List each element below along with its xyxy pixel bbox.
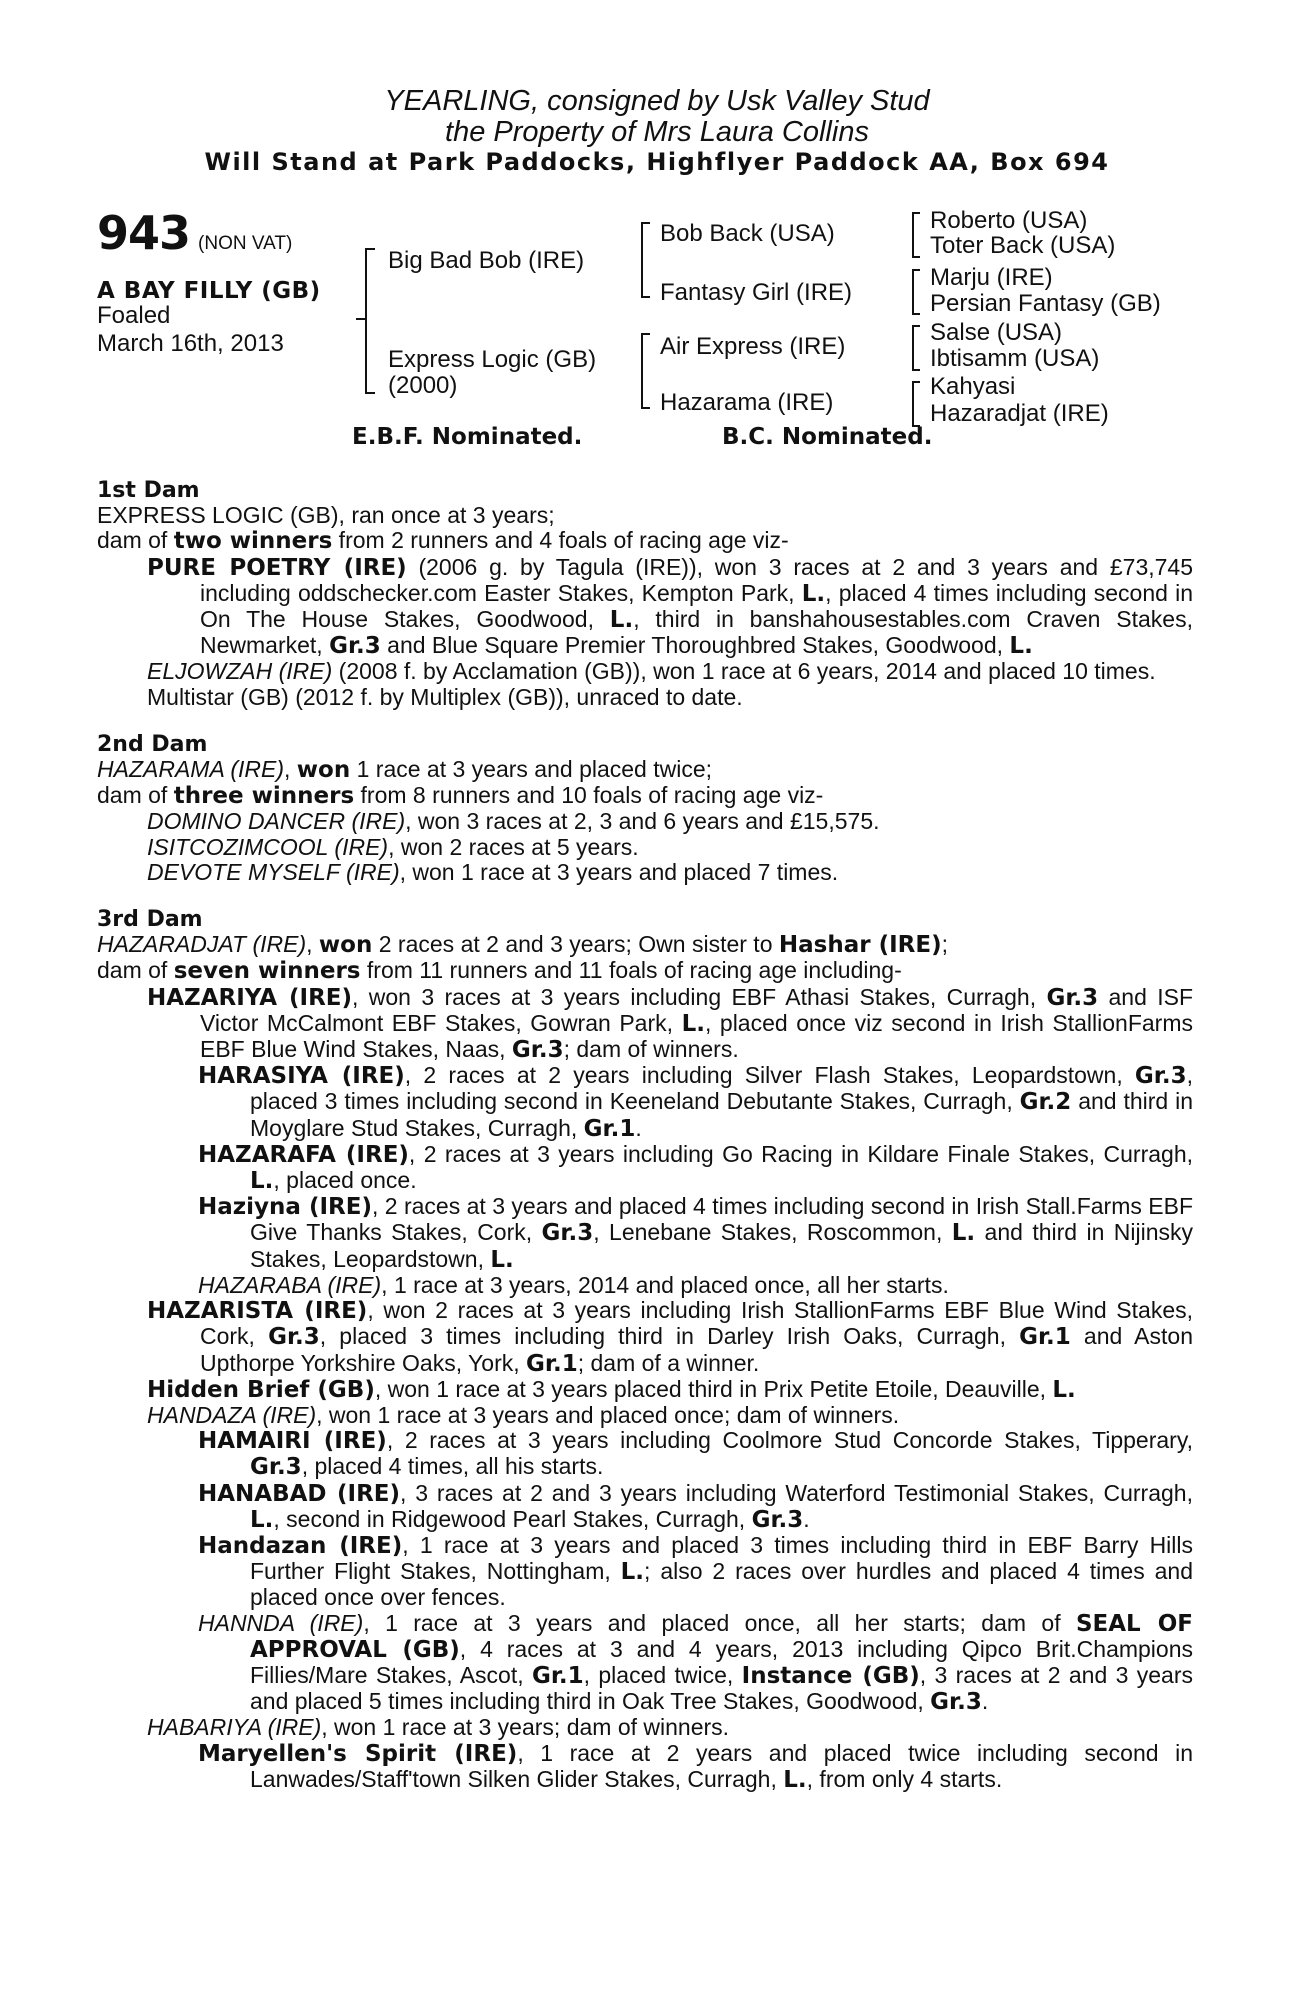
pedigree-bracket-5	[912, 269, 920, 315]
grade: Gr.2	[1019, 1089, 1072, 1116]
text: , won 2 races at 5 years.	[388, 833, 639, 860]
horse-name: HABARIYA (IRE)	[147, 1714, 322, 1741]
text: , 2 races at 3 years including Go Racing in Kildare Finale Stakes, Curragh,	[408, 1140, 1193, 1167]
text: , won 1 race at 3 years placed third in Prix Petite Etoile, Deauville,	[374, 1375, 1053, 1402]
lot-foaled	[97, 302, 284, 358]
third-dam-intro	[97, 932, 1193, 958]
first-dam-heading: 1st Dam	[97, 478, 200, 503]
winners-count: two winners	[173, 528, 333, 555]
text: , 1 race at 3 years, 2014 and placed once, all her starts.	[381, 1271, 949, 1298]
second-dam-produce-summary	[97, 783, 1193, 809]
ped-sire-sire: Bob Back (USA)	[660, 220, 835, 247]
catalogue-body	[97, 478, 1193, 1793]
text: , third in banshahousestables.com Craven Stakes, Newmarket,	[200, 606, 1193, 659]
text: 1 race at 3 years and placed twice;	[350, 756, 713, 783]
horse-name: SEAL OF APPROVAL (GB)	[250, 1610, 1193, 1663]
horse-name: HAZARISTA (IRE)	[147, 1298, 368, 1325]
entry-hannda	[97, 1611, 1193, 1716]
text: dam of	[97, 782, 174, 809]
first-dam-intro: EXPRESS LOGIC (GB), ran once at 3 years;	[97, 502, 555, 529]
text: , placed 4 times including second in On The House Stakes, Goodwood,	[200, 579, 1193, 633]
ped-g1: Roberto (USA)	[930, 207, 1088, 234]
horse-name: HAZARIYA (IRE)	[147, 984, 353, 1011]
first-dam-produce-summary	[97, 528, 1193, 554]
grade: Gr.3	[511, 1037, 564, 1064]
entry-isitcozimcool	[97, 835, 1193, 860]
text: , 3 races at 2 and 3 years including Waterford Testimonial Stakes, Curragh,	[400, 1479, 1193, 1506]
text: ; dam of a winner.	[577, 1349, 760, 1376]
winners-count: three winners	[173, 783, 355, 810]
text: , placed once.	[273, 1167, 417, 1194]
ped-g3: Marju (IRE)	[930, 264, 1053, 291]
text: and third in Moyglare Stud Stakes, Curragh,	[250, 1088, 1193, 1141]
pedigree-bracket-7	[912, 381, 920, 427]
entry-devote-myself	[97, 860, 1193, 885]
horse-name: ELJOWZAH (IRE)	[147, 658, 333, 685]
header-line-3: Will Stand at Park Paddocks, Highflyer Paddock AA, Box 694	[204, 148, 1110, 176]
text: and Aston Upthorpe Yorkshire Oaks, York,	[200, 1323, 1193, 1376]
horse-name: Instance (GB)	[741, 1662, 920, 1689]
pedigree-bracket-6	[912, 325, 920, 371]
text: .	[981, 1688, 989, 1715]
grade: Gr.3	[1134, 1063, 1187, 1090]
text: from 11 runners and 11 foals of racing age including-	[360, 957, 902, 984]
entry-eljowzah	[97, 659, 1193, 684]
entry-hazarafa	[97, 1142, 1193, 1194]
lot-vat: (NON VAT)	[198, 233, 293, 254]
horse-name: Hidden Brief (GB)	[147, 1376, 375, 1403]
horse-name: HAZARAFA (IRE)	[198, 1141, 409, 1168]
grade: L.	[250, 1506, 274, 1533]
horse-name: HARASIYA (IRE)	[198, 1063, 405, 1090]
horse-name: Hashar (IRE)	[778, 932, 942, 959]
text: , second in Ridgewood Pearl Stakes, Curragh,	[273, 1505, 752, 1532]
foaled-date: March 16th, 2013	[97, 330, 284, 357]
entry-multistar: Multistar (GB) (2012 f. by Multiplex (GB)), unraced to date.	[147, 683, 743, 710]
text: and ISF Victor McCalmont EBF Stakes, Gowran Park,	[200, 983, 1194, 1036]
third-dam-produce-summary	[97, 958, 1193, 984]
grade: Gr.3	[751, 1506, 804, 1533]
pedigree-bracket-2	[641, 222, 650, 298]
entry-hazarista	[97, 1298, 1193, 1377]
ped-g2: Toter Back (USA)	[930, 232, 1116, 259]
text: , placed 4 times, all his starts.	[301, 1453, 604, 1480]
text: .	[803, 1505, 810, 1532]
won-label: won	[296, 757, 351, 784]
entry-maryellens-spirit	[97, 1741, 1193, 1793]
lot-number: 943	[97, 206, 191, 260]
grade: Gr.3	[268, 1324, 320, 1351]
text: and third in Nijinsky Stakes, Leopardstown,	[250, 1219, 1193, 1272]
winners-count: seven winners	[173, 958, 361, 985]
ped-g4: Persian Fantasy (GB)	[930, 290, 1161, 317]
text: , placed 3 times including second in Keeneland Debutante Stakes, Curragh,	[250, 1062, 1193, 1115]
entry-hamairi	[97, 1428, 1193, 1480]
text: , 3 races at 2 and 3 years and placed 5 times including third in Oak Tree Stakes, Goodwood,	[250, 1661, 1193, 1715]
ped-dam-dam: Hazarama (IRE)	[660, 389, 834, 416]
text: , placed 3 times including third in Darley Irish Oaks, Curragh,	[319, 1323, 1020, 1350]
entry-domino-dancer	[97, 809, 1193, 834]
text: ; dam of winners.	[563, 1036, 739, 1063]
grade: Gr.3	[329, 633, 381, 660]
horse-name: DOMINO DANCER (IRE)	[147, 808, 406, 835]
ebf-nominated: E.B.F. Nominated.	[352, 424, 583, 450]
grade: L.	[1052, 1376, 1076, 1403]
horse-name: HAZARAMA (IRE)	[97, 756, 284, 783]
text: , placed once viz second in Irish StallionFarms EBF Blue Wind Stakes, Naas,	[200, 1009, 1193, 1063]
horse-name: HANNDA (IRE)	[198, 1609, 364, 1636]
entry-handaza	[97, 1403, 1193, 1428]
text: dam of	[97, 957, 174, 984]
grade: L.	[783, 1766, 807, 1793]
ped-dam-year: (2000)	[388, 372, 458, 399]
text: , won 3 races at 2, 3 and 6 years and £15,575.	[405, 808, 880, 835]
horse-name: HAZARADJAT (IRE)	[97, 931, 307, 958]
text: ; also 2 races over hurdles and placed 4 times and placed once over fences.	[250, 1558, 1193, 1611]
grade: L.	[490, 1246, 514, 1273]
horse-name: PURE POETRY (IRE)	[147, 554, 407, 581]
ped-g8: Hazaradjat (IRE)	[930, 400, 1109, 427]
grade: L.	[620, 1559, 645, 1586]
grade: Gr.1	[526, 1350, 578, 1377]
horse-name: HANDAZA (IRE)	[147, 1401, 317, 1428]
text: ;	[941, 931, 948, 958]
horse-name: HAMAIRI (IRE)	[198, 1428, 387, 1455]
text: , 4 races at 3 and 4 years, 2013 including Qipco Brit.Champions Fillies/Mare Stakes, Ascot,	[250, 1635, 1194, 1688]
text: , 2 races at 3 years and placed 4 times including second in Irish Stall.Farms EBF Give Thanks Stakes, Cork,	[250, 1193, 1194, 1246]
grade: L.	[609, 607, 634, 634]
pedigree-bracket-1-tip	[356, 318, 365, 320]
ped-dam: Express Logic (GB)	[388, 346, 597, 373]
grade: Gr.3	[930, 1689, 982, 1716]
entry-hidden-brief	[97, 1377, 1193, 1403]
text: , 2 races at 2 years including Silver Flash Stakes, Leopardstown,	[404, 1062, 1135, 1089]
text: from 2 runners and 4 foals of racing age viz-	[332, 527, 789, 554]
entry-handazan	[97, 1533, 1193, 1611]
text: dam of	[97, 527, 174, 554]
text: , 1 race at 3 years and placed 3 times including third in EBF Barry Hills Further Flight Stakes, Nottingham,	[250, 1531, 1194, 1585]
entry-haziyna	[97, 1194, 1193, 1273]
text: , won 2 races at 3 years including Irish StallionFarms EBF Blue Wind Stakes, Cork,	[200, 1297, 1193, 1350]
header-line-1: YEARLING, consigned by Usk Valley Stud	[384, 85, 930, 117]
entry-harasiya	[97, 1063, 1193, 1142]
text: , won 1 race at 3 years and placed once; dam of winners.	[316, 1401, 900, 1428]
lot-number-block	[97, 206, 292, 260]
pedigree-bracket-4	[912, 212, 920, 258]
text: (2006 g. by Tagula (IRE)), won 3 races at 2 and 3 years and £73,745 including oddschecker.com Easter Stakes, Kempton Park,	[200, 553, 1193, 606]
text: , from only 4 starts.	[806, 1765, 1003, 1792]
horse-name: DEVOTE MYSELF (IRE)	[147, 858, 400, 885]
grade: Gr.1	[1019, 1324, 1071, 1351]
text: , won 3 races at 3 years including EBF Athasi Stakes, Curragh,	[352, 983, 1047, 1010]
grade: Gr.3	[541, 1220, 594, 1247]
grade: L.	[681, 1010, 705, 1037]
ped-g5: Salse (USA)	[930, 319, 1063, 346]
text: (2008 f. by Acclamation (GB)), won 1 race at 6 years, 2014 and placed 10 times.	[332, 658, 1156, 685]
entry-habariya	[97, 1715, 1193, 1740]
text: , won 1 race at 3 years; dam of winners.	[321, 1714, 730, 1741]
text: , won 1 race at 3 years and placed 7 times.	[399, 858, 839, 885]
horse-name: Maryellen's Spirit (IRE)	[198, 1740, 518, 1767]
text: , Lenebane Stakes, Roscommon,	[593, 1219, 952, 1246]
header-line-2: the Property of Mrs Laura Collins	[445, 116, 869, 148]
entry-hazariya	[97, 985, 1193, 1064]
text: , 2 races at 3 years including Coolmore Stud Concorde Stakes, Tipperary,	[386, 1427, 1194, 1454]
text: ,	[306, 931, 319, 958]
foaled-label: Foaled	[97, 302, 171, 329]
horse-name: HANABAD (IRE)	[198, 1480, 401, 1507]
text: , placed twice,	[583, 1661, 742, 1688]
horse-name: Haziyna (IRE)	[198, 1194, 372, 1221]
ped-sire: Big Bad Bob (IRE)	[388, 247, 585, 274]
horse-name: Handazan (IRE)	[198, 1532, 403, 1559]
horse-name: HAZARABA (IRE)	[198, 1271, 382, 1298]
entry-hanabad	[97, 1481, 1193, 1533]
bc-nominated: B.C. Nominated.	[722, 424, 933, 450]
won-label: won	[318, 932, 373, 959]
third-dam-heading: 3rd Dam	[97, 907, 203, 933]
lot-name: A BAY FILLY (GB)	[97, 278, 321, 304]
ped-sire-dam: Fantasy Girl (IRE)	[660, 279, 853, 306]
grade: Gr.3	[250, 1454, 302, 1481]
entry-hazaraba	[97, 1273, 1193, 1298]
second-dam-intro	[97, 757, 1193, 783]
grade: Gr.3	[1046, 984, 1099, 1011]
pedigree-bracket-1	[365, 248, 375, 394]
text: .	[635, 1114, 642, 1141]
horse-name: ISITCOZIMCOOL (IRE)	[147, 833, 389, 860]
text: and Blue Square Premier Thoroughbred Stakes, Goodwood,	[380, 632, 1010, 659]
text: from 8 runners and 10 foals of racing age viz-	[354, 782, 824, 809]
grade: L.	[1009, 633, 1033, 660]
ped-dam-sire: Air Express (IRE)	[660, 333, 846, 360]
text: 2 races at 2 and 3 years; Own sister to	[372, 931, 779, 958]
pedigree-bracket-3	[641, 333, 650, 409]
grade: L.	[801, 580, 826, 607]
ped-g7: Kahyasi	[930, 373, 1016, 400]
text: , 1 race at 2 years and placed twice including second in Lanwades/Staff'town Silken Glider Stakes, Curragh,	[250, 1739, 1194, 1792]
text: ,	[284, 756, 297, 783]
second-dam-heading: 2nd Dam	[97, 731, 208, 757]
entry-pure-poetry	[97, 555, 1193, 660]
text: , 1 race at 3 years and placed once, all her starts; dam of	[363, 1609, 1076, 1636]
grade: Gr.1	[531, 1662, 584, 1689]
grade: L.	[951, 1220, 976, 1247]
grade: L.	[250, 1168, 274, 1195]
grade: Gr.1	[583, 1115, 636, 1142]
ped-g6: Ibtisamm (USA)	[930, 345, 1100, 372]
